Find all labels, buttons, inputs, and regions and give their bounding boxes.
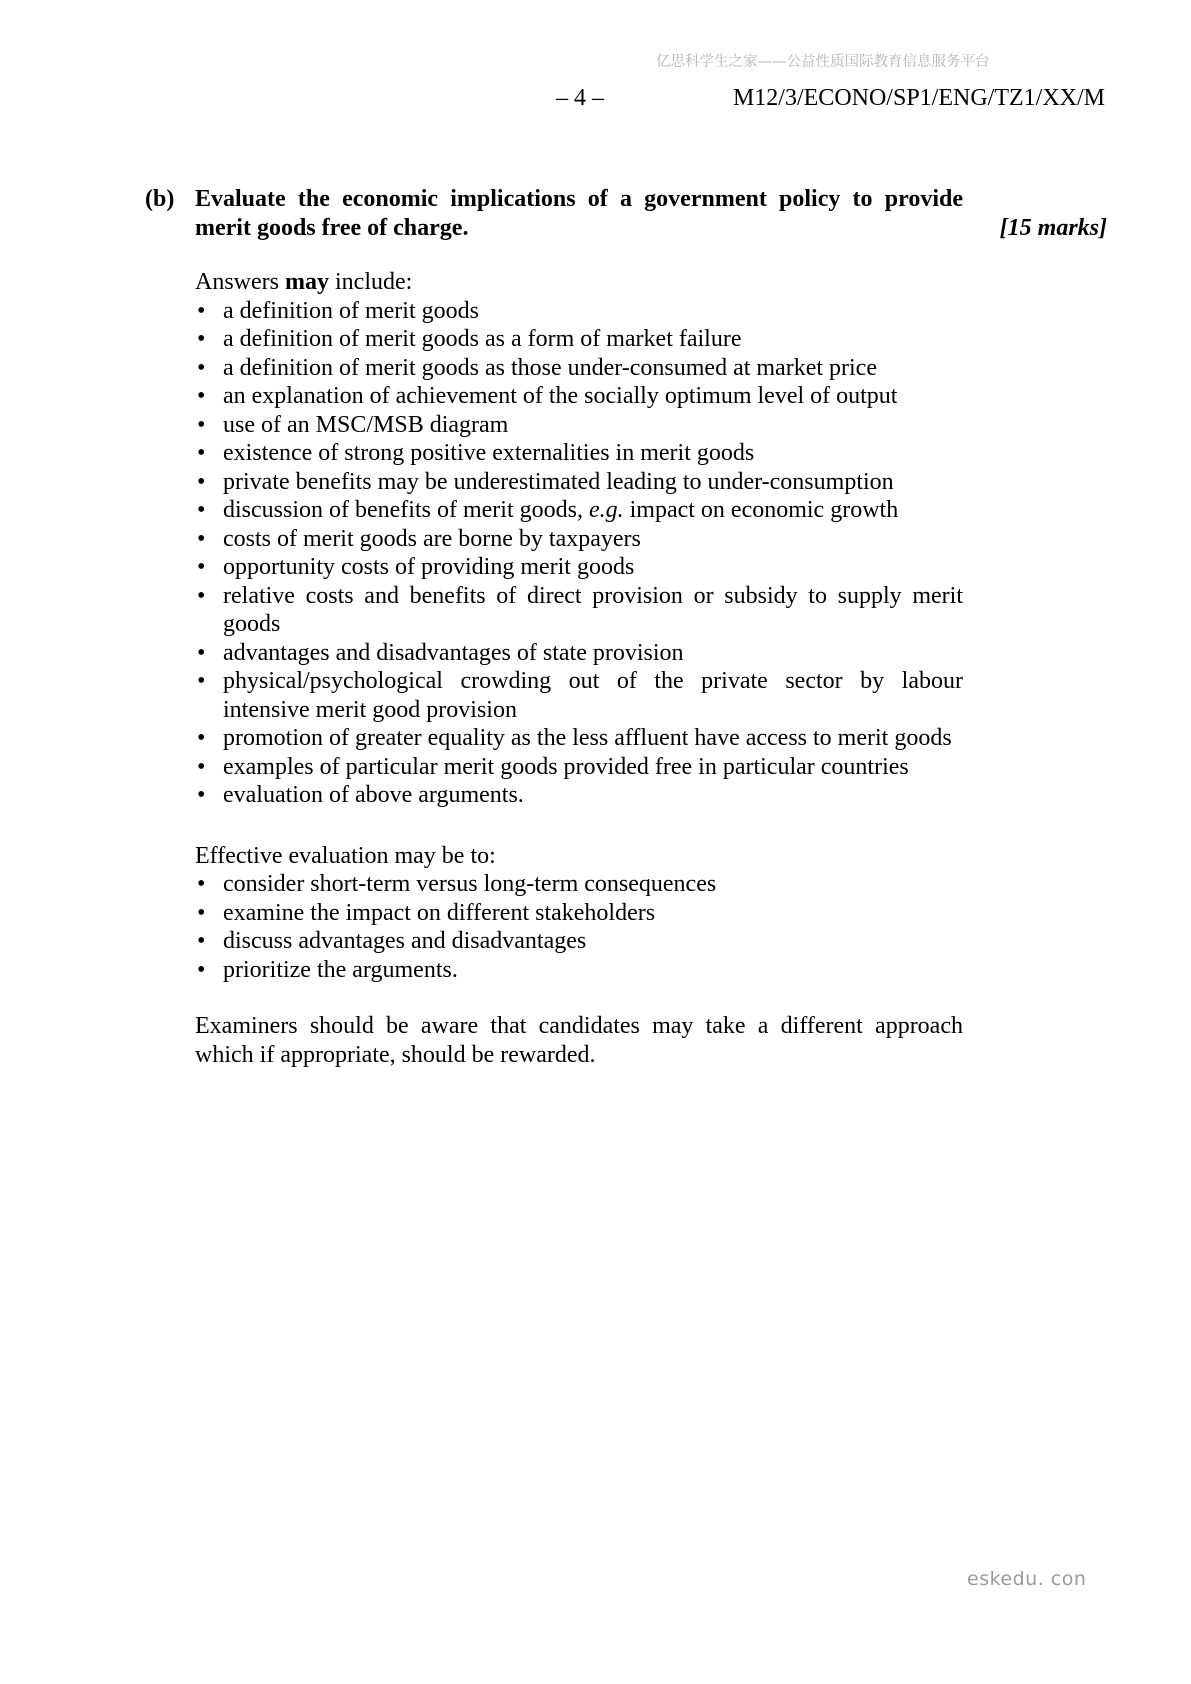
page-number: – 4 – [556,85,604,111]
list-item-text: opportunity costs of providing merit goods [223,554,635,580]
closing-paragraph: Examiners should be aware that candidates may take a different approach which if appropriate, should be rewarded. [195,1013,963,1068]
list-item-text: relative costs and benefits of direct provision or subsidy to supply merit goods [223,582,963,637]
list-item-text: discuss advantages and disadvantages [223,928,587,954]
list-item-text: examine the impact on different stakeholders [223,899,656,926]
list-item-text: promotion of greater equality as the less affluent have access to merit goods [223,725,952,751]
list-item [195,724,963,753]
footer-watermark: eskedu. con [967,1568,1087,1590]
list-item [195,870,963,899]
list-item-text: prioritize the arguments. [223,956,458,983]
question-block [145,185,1107,242]
list-item-text: consider short-term versus long-term consequences [223,871,717,897]
answers-intro-suffix: include: [329,269,413,295]
list-item [195,639,963,668]
list-item [195,411,963,440]
question-text: Evaluate the economic implications of a government policy to provide merit goods free of charge. [195,186,963,241]
list-item [195,496,963,525]
list-item-italic-text: e.g. [588,497,624,523]
list-item [195,468,963,497]
document-code: M12/3/ECONO/SP1/ENG/TZ1/XX/M [732,85,1105,111]
list-item-text: advantages and disadvantages of state provision [223,639,684,666]
evaluation-bullet-list [195,870,963,984]
list-item-text: physical/psychological crowding out of the private sector by labour intensive merit good provision [223,668,963,723]
list-item [195,753,963,782]
answers-section [195,268,963,810]
list-item [195,525,963,554]
list-item [195,439,963,468]
list-item [195,667,963,724]
evaluation-intro: Effective evaluation may be to: [195,842,496,869]
list-item-text: costs of merit goods are borne by taxpayers [223,525,641,552]
list-item-text: a definition of merit goods [223,297,479,324]
page-content [145,185,1107,1069]
answers-bullet-list [195,297,963,810]
list-item [195,325,963,354]
evaluation-section [195,842,963,985]
list-item-text: private benefits may be underestimated leading to under-consumption [223,468,894,495]
answers-intro [195,268,963,297]
list-item-text: evaluation of above arguments. [223,782,524,808]
list-item-text: use of an MSC/MSB diagram [223,411,509,438]
question-label: (b) [145,186,175,212]
answers-intro-bold: may [285,269,329,295]
list-item-text: impact on economic growth [623,497,899,523]
list-item [195,781,963,810]
list-item-text: existence of strong positive externalities in merit goods [223,440,755,466]
list-item [195,553,963,582]
list-item [195,354,963,383]
list-item [195,582,963,639]
list-item-text: examples of particular merit goods provided free in particular countries [223,753,909,780]
list-item [195,927,963,956]
list-item-text: discussion of benefits of merit goods, [223,497,589,523]
list-item [195,297,963,326]
list-item-text: an explanation of achievement of the socially optimum level of output [223,383,898,409]
list-item [195,956,963,985]
list-item [195,899,963,928]
list-item-text: a definition of merit goods as a form of market failure [223,326,742,352]
header-watermark: 亿思科学生之家——公益性质国际教育信息服务平台 [656,54,990,70]
list-item [195,382,963,411]
answers-intro-prefix: Answers [195,269,285,295]
marks-label: [15 marks] [999,214,1107,241]
list-item-text: a definition of merit goods as those under-consumed at market price [223,354,877,381]
